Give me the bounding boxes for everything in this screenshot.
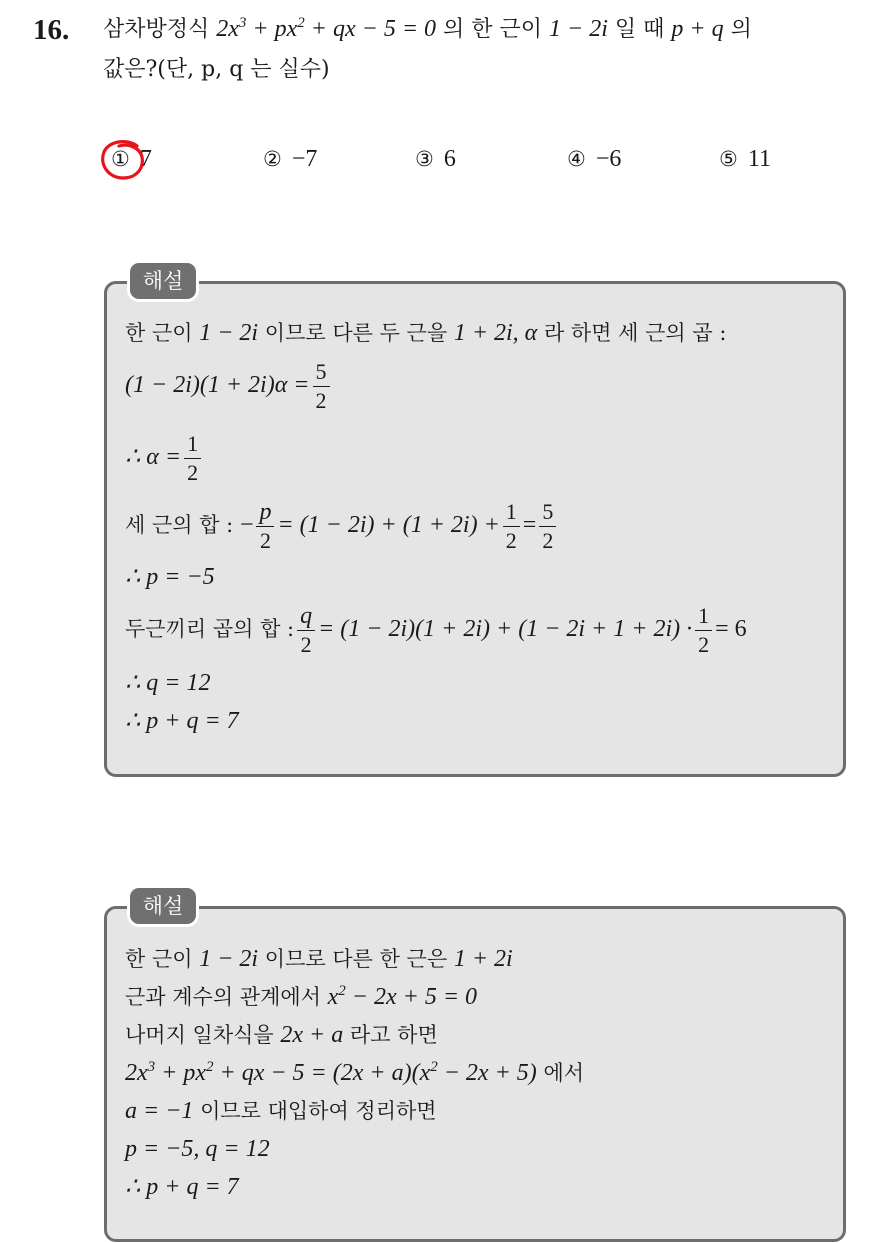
choice-2[interactable]: ② −7 [263,146,318,172]
question-number: 16. [33,14,70,46]
solution1-line-4: 세 근의 합 : − $\frac{p}{2}$ = (1 − 2i) + (1 + 2i) + $\frac{1}{2}$ = $\frac{5}{2}$ [125,500,559,553]
solution-tag-1: 해설 [130,263,196,299]
solution2-line-1: 한 근이 1 − 2i 이므로 다른 한 근은 1 + 2i [125,946,513,972]
choice-3[interactable]: ③ 6 [415,146,456,172]
solution1-line-5: ∴ p = −5 [125,564,215,590]
solution1-line-2: (1 − 2i)(1 + 2i)α = $\frac{5}{2}$ [125,360,333,413]
solution1-line-7: ∴ q = 12 [125,670,211,696]
solution2-line-7: ∴ p + q = 7 [125,1174,239,1200]
solution2-line-3: 나머지 일차식을 2x + a 라고 하면 [125,1022,438,1048]
choice-4[interactable]: ④ −6 [567,146,622,172]
choice-5[interactable]: ⑤ 11 [719,146,771,172]
solution2-line-5: a = −1 이므로 대입하여 정리하면 [125,1098,437,1124]
answer-circle-mark-icon [99,138,151,184]
solution2-line-4: $2x^3 + px^2$ + qx − $5 = (2x + a)(x^2 - 2x + 5)$ 에서 [125,1059,585,1086]
question-stem-line-2: 값은?(단, p, q 는 실수) [103,57,330,82]
solution2-line-6: p = −5, q = 12 [125,1136,270,1162]
solution-tag-2: 해설 [130,888,196,924]
solution1-line-6: 두근끼리 곱의 합 : $\frac{q}{2}$ = (1 − 2i)(1 + 2i) + (1 − 2i + 1 + 2i) · $\frac{1}{2}$ = 6 [125,603,747,657]
solution1-line-3: ∴ α = $\frac{1}{2}$ [125,432,204,485]
solution1-line-8: ∴ p + q = 7 [125,708,239,734]
solution2-line-2: 근과 계수의 관계에서 $x^2 - 2x + 5 = 0$ [125,983,478,1010]
question-stem-line-1: 삼차방정식 $2x^3 + px^2$ + qx − 5 = 0 의 한 근이 1 − 2i 일 때 p + q 의 [103,15,752,42]
solution1-line-1: 한 근이 1 − 2i 이므로 다른 두 근을 1 + 2i, α 라 하면 세 근의 곱 : [125,320,727,346]
choice-1[interactable]: ① 7 [111,146,152,172]
